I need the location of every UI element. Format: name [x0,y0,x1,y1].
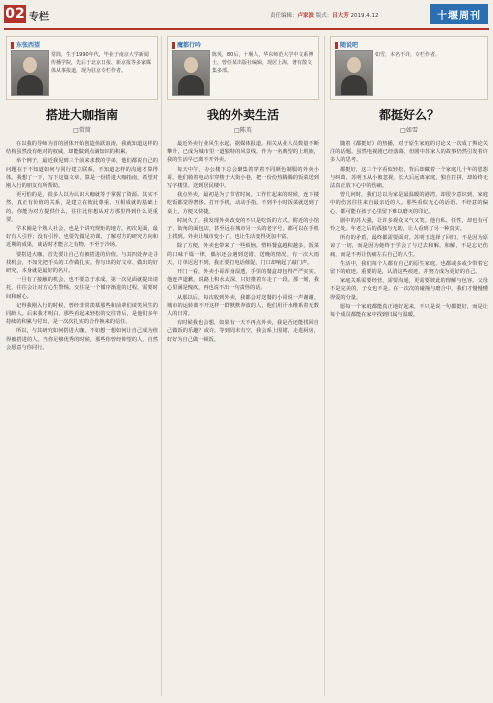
author-box [330,36,488,100]
paragraph: 举个例子，最近我见到三个前来求教的学弟，他们都说自己的问题在于不知道如何与同行建立联系，不知道怎样的沟通才算得体。我想了一下，写下这篇文章，算是一份搭进大咖指南，希望对刚入行的朋友有所帮助。 [6,158,158,190]
masthead-logo: 十堰周刊 [430,4,488,24]
author-box [6,36,158,100]
paragraph: 愿每一个家庭都能真正地好起来，不只是说一句都挺好，而是让每个成员都能在家中找到归属与温暖。 [330,303,488,319]
paragraph: 更可怕的是，很多人以为认识大咖就等于掌握了资源。其实不然，真正有价值的关系，是建立在彼此尊重、互相成就的基础上的。你能为对方提供什么，往往比你想从对方那里得到什么更重要。 [6,192,158,223]
paragraph: 随着《都挺好》的热播，对于原生家庭的讨论又一次成了舆论关注的话题。虽然电视剧已经落幕，但剧中苏家人的故事仍然引发着许多人的思考。 [330,141,488,164]
column-tag: 随说吧 [335,40,358,49]
paragraph: 时间久了，我发现外卖改变的不只是吃饭的方式。附近的小馆子、街角的面包店，甚至远在城市另一头的老字号，都可以在手机上找到。外卖让城市变小了，也让生活变得更加丰富。 [167,217,319,241]
column-tag: 魔都行吟 [172,40,201,49]
paragraph: 学术圈是个熟人社会，也是个讲究规矩的地方。初次见面，最好有人引荐；没有引荐，也要先做足功课，了解对方的研究方向和近期的成果，谈话时才能言之有物，不至于冷场。 [6,226,158,249]
article-byline: □如雪 [400,127,418,134]
author-bio: 陈英，80后，十堰人，华东师范大学中文系博士，曾任某出版社编辑，现居上海，著有散文集多部。 [212,52,314,74]
article-byline: □常简 [73,127,91,134]
column-divider [161,36,162,696]
editor-name: 卢家波 [297,13,315,19]
paragraph: 在以我的导师为首的团体开始创造鱼跃浪涛，我就知道这样的结构虽然没有绝对的权威，却能做到点滴知识的积累。 [6,141,158,156]
paragraph: 有时候我也会想，如果有一天不再点外卖，我是否还能找回自己做饭的乐趣？或许，等到周末有空，我会系上围裙，走进厨房，好好为自己做一顿饭。 [167,320,319,343]
column-article-2 [167,36,319,698]
editor-label: 责任编辑： [270,13,298,19]
column-tag: 东张西望 [11,40,40,49]
editorial-meta [270,11,379,19]
header-divider [4,28,489,30]
paragraph: 家庭关系需要经营，需要沟通，更需要彼此的理解与包容。父母不是完美的，子女也不是。在一次次的碰撞与磨合中，我们才慢慢懂得爱的分量。 [330,278,488,301]
paragraph: 都挺好，这三个字看似轻松，背后却藏着一个家庭几十年的恩怨与纠葛。苏明玉从小被忽视，长大后远离家庭，独自打拼，却始终无法真正放下心中的伤痛。 [330,166,488,190]
paragraph: 除了方便，外卖也带来了一些烦恼。塑料餐盒越积越多，饭菜的口味千篇一律，偶尔还会遇到送错、送晚的情况。有一次大雨天，订单迟迟不到，我正要打电话催促，门口却响起了敲门声。 [167,243,319,266]
article-byline: □陈英 [234,127,252,134]
page-number: 02 [5,6,25,22]
proof-label: 版式： [314,13,333,19]
article-title: 搭进大咖指南 [45,108,118,122]
article-title: 我的外卖生活 [206,108,279,122]
issue-date: 2019.4.12 [350,13,379,19]
paragraph: 开门一看，外卖小哥浑身湿透，手里的餐盒却包得严严实实。他连声道歉，说路上积水太深，只好推着车走了一段。那一刻，我心里满是愧疚，再也说不出一句责怪的话。 [167,269,319,292]
column-divider [324,36,325,696]
paragraph: 从那以后，每次收到外卖，我都会对送餐的小哥说一声谢谢。城市的运转离不开这样一群默默奔波的人，他们用汗水维系着无数人的日常。 [167,294,319,318]
paragraph: 所以，与其研究如何搭进大咖，不如想一想如何让自己成为值得被搭进的人。当你足够优秀的时候，那些你曾经仰望的人，自然会愿意与你同行。 [6,328,158,351]
article-body [330,140,488,319]
article-body [167,140,319,344]
author-photo [11,50,49,96]
designer-name: 吕大芳 [332,13,349,19]
column-article-3 [330,36,488,698]
paragraph: 生活中，我们每个人都有自己的原生家庭，也都或多或少带着它留下的痕迹。重要的是，认清这些痕迹，并努力成为更好的自己。 [330,260,488,276]
paragraph: 每天中午，办公楼下总会聚集着穿着不同颜色制服的外卖小哥。他们骑着电动车穿梭于大街小巷，把一份份热腾腾的饭菜送到写字楼里、送到居民楼中。 [167,166,319,190]
paragraph: 最近外卖行业风生水起，据媒体报道，相关从业人员数量不断攀升，已成为城市里一道独特的风景线。作为一名典型的上班族，我的生活早已离不开外卖。 [167,141,319,164]
author-box [167,36,319,100]
author-bio: 如雪，本名不详，专栏作者。 [375,52,441,58]
paragraph: 要搭进大咖，首先要让自己有被搭进的价值。与其四处奔走寻找机会，不如先把手头的工作做扎实。你写出的好文章、做出的好研究，本身就是最好的名片。 [6,251,158,275]
paragraph: 所有的矛盾，最终都需要面对。苏明玉选择了回归，不是因为原谅了一切，而是因为她终于学会了与过去和解。和解，不是忘记伤痛，而是不再让伤痛左右自己的人生。 [330,235,488,258]
paragraph: 剧中的苏大强，让许多观众又气又笑。他自私、任性，却也有可怜之处。年老之后的孤独与无助，让人看到了另一种真实。 [330,217,488,233]
paragraph: 一旦有了接触的机会，也不要急于求成。第一次见面就提出请托，往往会让对方心生警惕。交往是一个循序渐进的过程，需要时间和耐心。 [6,277,158,300]
author-bio: 常简，生于1990年代，毕业于南京大学新闻传播学院，先后于北京日报、新京报等多家媒体从事报道，现为驻京专栏作者。 [51,52,152,74]
section-name: 专栏 [29,12,49,23]
paragraph: 曾几何时，我们总以为家是最温暖的港湾，却很少意识到，家庭中的伤害往往来自最亲近的人。那些看似无心的话语、不经意的偏心，都可能在孩子心里留下难以磨灭的印记。 [330,192,488,215]
article-body [6,140,158,352]
page-header [0,0,493,34]
author-photo [172,50,210,96]
author-photo [335,50,373,96]
paragraph: 我点外卖，最初是为了节省时间。工作忙起来的时候，连下楼吃饭都觉得奢侈。打开手机，动动手指，不到半小时饭菜就送到了桌上，方便又快捷。 [167,192,319,215]
article-title: 都挺好么？ [378,108,439,122]
paragraph: 记得我刚入行的时候，曾经非常羡慕那些和前辈们谈笑风生的同龄人。后来我才明白，那些看起来轻松的交往背后，是他们多年持续的积累与付出，是一次次扎实的合作换来的信任。 [6,302,158,326]
column-article-1 [6,36,158,698]
